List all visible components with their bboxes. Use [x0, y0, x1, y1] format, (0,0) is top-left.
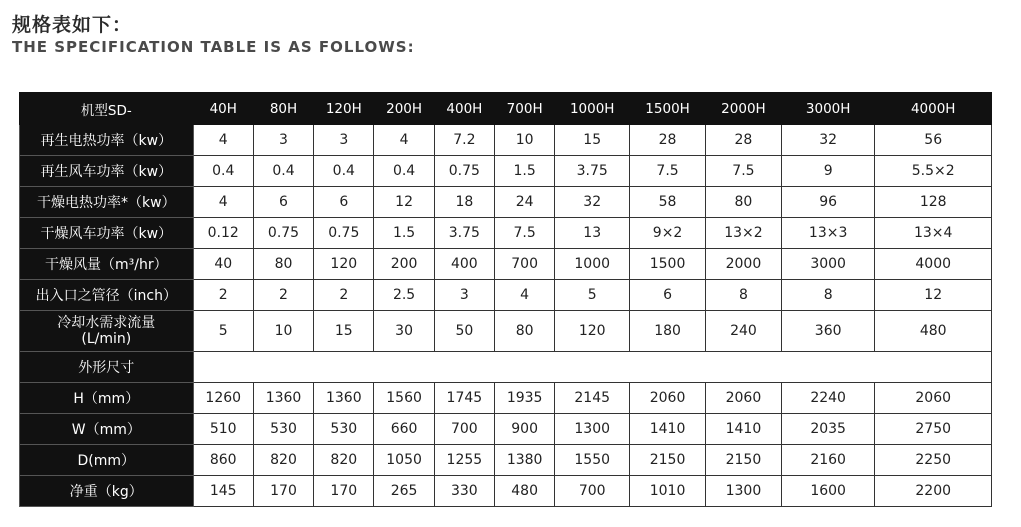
table-cell: 1560 [374, 383, 434, 414]
table-cell: 0.12 [193, 218, 253, 249]
table-cell: 1745 [434, 383, 494, 414]
table-cell: 13×4 [875, 218, 992, 249]
row-label: 净重（kg） [20, 476, 194, 507]
table-cell: 4000 [875, 249, 992, 280]
table-cell: 2250 [875, 445, 992, 476]
table-cell: 1260 [193, 383, 253, 414]
table-cell: 56 [875, 125, 992, 156]
table-cell: 24 [495, 187, 555, 218]
table-cell: 13×2 [706, 218, 782, 249]
table-cell: 80 [495, 311, 555, 352]
table-row [20, 249, 992, 280]
table-cell: 128 [875, 187, 992, 218]
table-cell: 1360 [314, 383, 374, 414]
table-cell: 3 [314, 125, 374, 156]
table-cell: 13×3 [781, 218, 875, 249]
table-cell: 2200 [875, 476, 992, 507]
table-cell: 530 [314, 414, 374, 445]
table-cell: 2.5 [374, 280, 434, 311]
table-cell: 530 [253, 414, 313, 445]
table-cell: 0.4 [374, 156, 434, 187]
row-label: H（mm） [20, 383, 194, 414]
table-cell: 120 [555, 311, 630, 352]
table-cell: 480 [495, 476, 555, 507]
table-cell: 4 [495, 280, 555, 311]
table-row [20, 352, 992, 383]
table-cell: 50 [434, 311, 494, 352]
table-header-row [20, 93, 992, 125]
table-row [20, 280, 992, 311]
table-cell: 4 [374, 125, 434, 156]
table-cell: 7.5 [630, 156, 706, 187]
table-cell: 510 [193, 414, 253, 445]
table-cell: 5.5×2 [875, 156, 992, 187]
header-model-cell: 3000H [781, 93, 875, 125]
table-cell: 7.2 [434, 125, 494, 156]
table-cell: 7.5 [706, 156, 782, 187]
table-cell: 330 [434, 476, 494, 507]
table-cell: 700 [495, 249, 555, 280]
header-model-cell: 80H [253, 93, 313, 125]
table-cell: 2750 [875, 414, 992, 445]
table-cell: 1300 [706, 476, 782, 507]
page-title-en: THE SPECIFICATION TABLE IS AS FOLLOWS: [12, 38, 415, 56]
table-cell: 145 [193, 476, 253, 507]
table-cell: 2060 [875, 383, 992, 414]
table-cell: 265 [374, 476, 434, 507]
table-row [20, 414, 992, 445]
table-cell: 2160 [781, 445, 875, 476]
table-cell: 1500 [630, 249, 706, 280]
table-cell: 96 [781, 187, 875, 218]
table-row [20, 156, 992, 187]
table-cell: 2060 [630, 383, 706, 414]
table-cell: 28 [706, 125, 782, 156]
table-cell: 3 [253, 125, 313, 156]
table-row [20, 218, 992, 249]
table-cell: 2150 [630, 445, 706, 476]
table-row [20, 476, 992, 507]
spec-table [19, 92, 992, 507]
header-model-cell: 1500H [630, 93, 706, 125]
table-cell: 360 [781, 311, 875, 352]
table-cell: 1010 [630, 476, 706, 507]
table-cell: 2240 [781, 383, 875, 414]
table-cell: 30 [374, 311, 434, 352]
row-label: 再生风车功率（kw） [20, 156, 194, 187]
table-cell: 2000 [706, 249, 782, 280]
table-cell: 170 [314, 476, 374, 507]
header-model-cell: 40H [193, 93, 253, 125]
table-cell: 1.5 [374, 218, 434, 249]
table-cell: 2 [314, 280, 374, 311]
table-cell: 58 [630, 187, 706, 218]
header-model-cell: 2000H [706, 93, 782, 125]
table-cell: 2 [193, 280, 253, 311]
header-model-label: 机型SD- [20, 93, 194, 125]
table-cell: 40 [193, 249, 253, 280]
table-cell: 32 [781, 125, 875, 156]
table-cell: 1000 [555, 249, 630, 280]
table-cell: 700 [555, 476, 630, 507]
table-cell: 1410 [706, 414, 782, 445]
table-cell: 10 [253, 311, 313, 352]
table-cell: 2035 [781, 414, 875, 445]
table-cell: 1300 [555, 414, 630, 445]
row-label: 干燥风车功率（kw） [20, 218, 194, 249]
table-cell: 820 [314, 445, 374, 476]
table-cell: 8 [706, 280, 782, 311]
table-cell: 1255 [434, 445, 494, 476]
table-cell: 1050 [374, 445, 434, 476]
row-label [20, 311, 194, 352]
table-cell: 7.5 [495, 218, 555, 249]
table-cell: 1380 [495, 445, 555, 476]
table-row [20, 383, 992, 414]
table-cell: 8 [781, 280, 875, 311]
table-cell: 3000 [781, 249, 875, 280]
row-label: 干燥电热功率*（kw） [20, 187, 194, 218]
table-cell: 820 [253, 445, 313, 476]
table-cell: 240 [706, 311, 782, 352]
table-cell: 5 [193, 311, 253, 352]
table-cell: 80 [253, 249, 313, 280]
table-cell: 6 [630, 280, 706, 311]
table-cell: 400 [434, 249, 494, 280]
table-row [20, 187, 992, 218]
table-cell: 1410 [630, 414, 706, 445]
table-cell: 28 [630, 125, 706, 156]
row-label: D(mm） [20, 445, 194, 476]
table-cell: 32 [555, 187, 630, 218]
table-cell: 900 [495, 414, 555, 445]
table-cell: 4 [193, 187, 253, 218]
table-cell: 0.4 [193, 156, 253, 187]
table-cell: 6 [253, 187, 313, 218]
table-cell: 180 [630, 311, 706, 352]
table-cell: 2150 [706, 445, 782, 476]
table-cell: 0.4 [314, 156, 374, 187]
table-cell: 170 [253, 476, 313, 507]
table-row [20, 311, 992, 352]
row-label: 外形尺寸 [20, 352, 194, 383]
table-cell: 1600 [781, 476, 875, 507]
table-cell: 2060 [706, 383, 782, 414]
table-cell: 1935 [495, 383, 555, 414]
table-cell: 1360 [253, 383, 313, 414]
page-title-cn: 规格表如下： [12, 14, 133, 36]
table-cell: 3.75 [434, 218, 494, 249]
table-cell: 80 [706, 187, 782, 218]
table-cell: 480 [875, 311, 992, 352]
table-cell: 120 [314, 249, 374, 280]
header-model-cell: 200H [374, 93, 434, 125]
row-label: W（mm） [20, 414, 194, 445]
header-model-cell: 120H [314, 93, 374, 125]
table-cell: 200 [374, 249, 434, 280]
table-cell: 15 [314, 311, 374, 352]
table-cell: 13 [555, 218, 630, 249]
table-cell: 18 [434, 187, 494, 218]
section-empty-cell [193, 352, 991, 383]
row-label: 再生电热功率（kw） [20, 125, 194, 156]
table-row [20, 125, 992, 156]
header-model-cell: 4000H [875, 93, 992, 125]
table-cell: 4 [193, 125, 253, 156]
row-label: 干燥风量（m³/hr） [20, 249, 194, 280]
table-cell: 12 [875, 280, 992, 311]
table-cell: 660 [374, 414, 434, 445]
table-cell: 0.75 [314, 218, 374, 249]
table-cell: 9×2 [630, 218, 706, 249]
table-cell: 15 [555, 125, 630, 156]
table-cell: 0.75 [434, 156, 494, 187]
header-model-cell: 700H [495, 93, 555, 125]
table-cell: 9 [781, 156, 875, 187]
table-cell: 2145 [555, 383, 630, 414]
header-model-cell: 1000H [555, 93, 630, 125]
table-cell: 0.4 [253, 156, 313, 187]
table-cell: 10 [495, 125, 555, 156]
table-cell: 0.75 [253, 218, 313, 249]
table-cell: 12 [374, 187, 434, 218]
table-row [20, 445, 992, 476]
table-cell: 3.75 [555, 156, 630, 187]
table-cell: 6 [314, 187, 374, 218]
row-label: 出入口之管径（inch） [20, 280, 194, 311]
table-cell: 700 [434, 414, 494, 445]
table-cell: 2 [253, 280, 313, 311]
table-cell: 1.5 [495, 156, 555, 187]
row-label-text: 冷却水需求流量 (L/min) [57, 315, 156, 347]
table-cell: 3 [434, 280, 494, 311]
header-model-cell: 400H [434, 93, 494, 125]
table-cell: 5 [555, 280, 630, 311]
table-cell: 1550 [555, 445, 630, 476]
table-cell: 860 [193, 445, 253, 476]
